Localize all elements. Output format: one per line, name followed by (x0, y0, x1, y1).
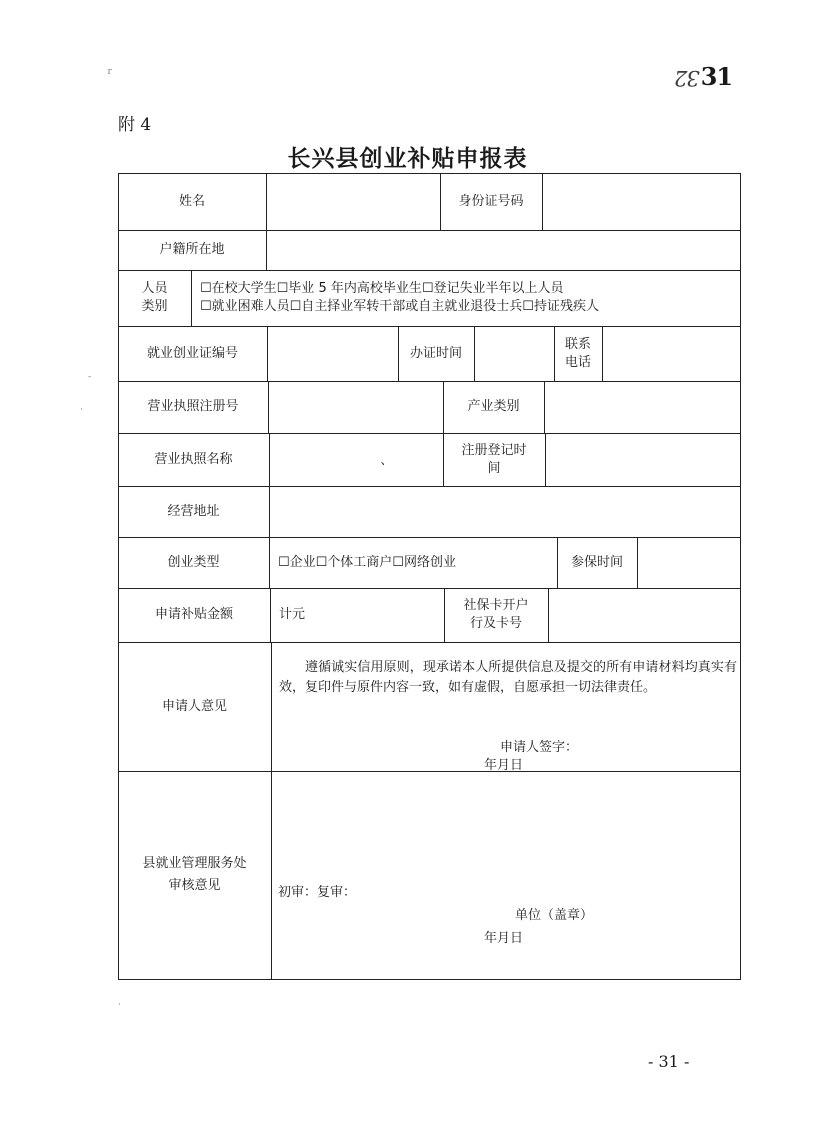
scan-speck: - (88, 372, 92, 382)
bank-card-field[interactable] (549, 588, 740, 642)
industry-field[interactable] (545, 381, 740, 433)
reg-time-label-line-2: 间 (487, 460, 501, 476)
person-type-options-line-1[interactable]: ☐在校大学生☐毕业 5 年内高校毕业生☐登记失业半年以上人员 (200, 281, 564, 296)
person-type-label-line-1: 人员 (141, 281, 168, 296)
reg-time-field[interactable] (546, 433, 740, 486)
industry-label: 产业类别 (467, 399, 520, 414)
bank-card-label-line-1: 社保卡开户 (463, 598, 529, 613)
cert-number-label: 就业创业证编号 (146, 345, 238, 361)
page-number: - 31 - (648, 1052, 690, 1071)
handwritten-page-number (675, 62, 732, 91)
address-field[interactable] (270, 486, 740, 537)
review-date-label: 年月日 (484, 931, 524, 946)
review-opinion-label (118, 771, 271, 979)
name-label: 姓名 (178, 193, 205, 209)
insurance-time-label: 参保时间 (570, 554, 623, 570)
hukou-label: 户籍所在地 (159, 242, 225, 257)
form-title: 长兴县创业补贴申报表 (287, 146, 528, 172)
id-number-field[interactable] (543, 173, 740, 230)
phone-field[interactable] (603, 326, 740, 381)
person-type-label (118, 270, 191, 326)
pledge-text: 遵循诚实信用原则，现承诺本人所提供信息及提交的所有申请材料均真实有效，复印件与原件内容一致，如有虚假，自愿承担一切法律责任。 (279, 660, 737, 695)
reg-time-label (443, 433, 545, 486)
biz-type-options[interactable]: ☐企业☐个体工商户☐网络创业 (278, 554, 456, 570)
cert-number-field[interactable] (268, 326, 398, 381)
person-type-label-line-2: 类别 (141, 299, 168, 314)
scan-speck: · (80, 405, 83, 415)
handwritten-number: 31 (700, 62, 733, 91)
applicant-opinion-label: 申请人意见 (161, 698, 227, 714)
phone-label-line-1: 联系 (564, 336, 591, 352)
license-number-label: 营业执照注册号 (147, 399, 239, 414)
reg-time-label-line-1: 注册登记时 (461, 442, 527, 458)
review-opinion-label-line-1: 县就业管理服务处 (142, 856, 247, 871)
review-stages-label: 初审：复审： (278, 885, 357, 900)
license-name-label: 营业执照名称 (154, 451, 233, 467)
license-name-field[interactable] (270, 433, 443, 486)
applicant-signature-label: 申请人签字： (500, 740, 579, 755)
hukou-field[interactable] (267, 230, 740, 270)
handwritten-number-rotated: 32 (675, 66, 700, 90)
name-field[interactable] (267, 173, 440, 230)
review-opinion-label-line-2: 审核意见 (168, 878, 221, 893)
applicant-date-label: 年月日 (484, 758, 524, 773)
license-number-field[interactable] (269, 381, 443, 433)
amount-field[interactable]: 计元 (279, 607, 306, 622)
scan-speck: 、 (380, 452, 393, 467)
address-label: 经营地址 (167, 503, 220, 519)
biz-type-label: 创业类型 (167, 554, 220, 570)
cert-date-label: 办证时间 (409, 345, 462, 361)
application-form-table (118, 173, 741, 980)
phone-label (554, 326, 602, 381)
scan-speck: ｒ (105, 67, 115, 77)
bank-card-label-line-2: 行及卡号 (469, 616, 522, 631)
amount-label: 申请补贴金额 (154, 607, 233, 622)
phone-label-line-2: 电话 (564, 354, 591, 370)
insurance-time-field[interactable] (638, 537, 740, 588)
unit-seal-label: 单位（盖章） (515, 908, 594, 923)
person-type-options-line-2[interactable]: ☐就业困难人员☐自主择业军转干部或自主就业退役士兵☐持证残疾人 (200, 299, 599, 314)
id-number-label: 身份证号码 (458, 193, 524, 209)
annex-label: 附 4 (118, 115, 152, 135)
person-type-options[interactable] (200, 270, 735, 326)
scan-speck: · (118, 1000, 121, 1010)
cert-date-field[interactable] (475, 326, 554, 381)
bank-card-label (444, 588, 548, 642)
